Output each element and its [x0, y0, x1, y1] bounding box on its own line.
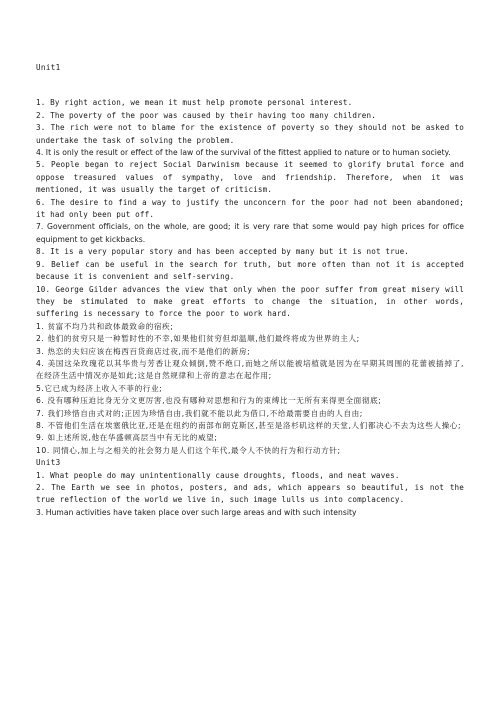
unit1-chinese-sentence-3: 3. 热恋的夫妇应该在梅西百货商店过夜,而不是他们的新房;	[36, 346, 251, 356]
unit1-english-sentence-2: 2. The poverty of the poor was caused by their having too many children.	[36, 110, 376, 120]
unit1-english-sentence-7: 7. Government officials, on the whole, are good; it is very rare that some would pay high prices for office equipment to get kickbacks.	[36, 222, 464, 244]
unit1-english-list	[36, 97, 464, 320]
unit1-chinese-sentence-5: 5.它已成为经济上收入不菲的行业;	[36, 383, 163, 393]
unit1-chinese-sentence-9: 9. 如上述所说,他在华盛顿高层当中有无比的威望;	[36, 433, 218, 443]
unit1-english-sentence-4: 4. It is only the result or effect of the law of the survival of the fittest applied to nature or to human society.	[36, 148, 451, 158]
document-page	[36, 62, 464, 519]
unit1-chinese-sentence-1: 1. 贫富不均乃共和政体最致命的宿疾;	[36, 321, 174, 331]
unit1-heading: Unit1	[36, 63, 61, 72]
unit1-english-sentence-10: 10. George Gilder advances the view that only when the poor suffer from great misery will they be stimulated to make great efforts to change the situation, in other words, suffering is necessary to force the poor to work hard.	[36, 284, 464, 319]
unit3-english-sentence-3: 3. Human activities have taken place over such large areas and with such intensity	[36, 507, 357, 517]
unit1-english-sentence-1: 1. By right action, we mean it must help promote personal interest.	[36, 98, 353, 108]
unit1-chinese-sentence-7: 7. 我们珍惜自由式对的;正因为珍惜自由,我们就不能以此为借口,不给最需要自由的人自由;	[36, 408, 363, 418]
unit3-english-list	[36, 470, 464, 520]
unit3-english-sentence-1: 1. What people do may unintentionally cause droughts, floods, and neat waves.	[36, 470, 400, 480]
unit1-chinese-sentence-10: 10. 同情心,加上与之相关的社会努力是人们这个年代,最令人不快的行为和行动方针;	[36, 445, 341, 455]
unit1-english-sentence-6: 6. The desire to find a way to justify the unconcern for the poor had not been abandoned; it had only been put off.	[36, 197, 464, 220]
unit1-english-sentence-3: 3. The rich were not to blame for the existence of poverty so they should not be asked to undertake the task of solving the problem.	[36, 123, 464, 145]
unit1-chinese-sentence-6: 6. 没有哪种压迫比身无分文更厉害,也没有哪种对思想和行为的束缚比一无所有来得更全面彻底;	[36, 396, 382, 406]
unit1-chinese-list	[36, 321, 464, 457]
unit1-english-sentence-9: 9. Belief can be useful in the search for truth, but more often than not it is accepted because it is convenient and self-serving.	[36, 259, 464, 282]
unit3-english-sentence-2: 2. The Earth we see in photos, posters, and ads, which appears so beautiful, is not the true reflection of the world we live in, such image lulls us into complacency.	[36, 483, 464, 505]
unit1-chinese-sentence-4: 4. 美国这朵玫瑰花以其华贵与芳香让观众倾倒,赞不绝口,而她之所以能被培植就是因为在早期其周围的花蕾被插掉了,在经济生活中情况亦是如此;这是自然规律和上帝的意志在起作用;	[36, 358, 464, 381]
unit3-heading: Unit3	[36, 458, 61, 468]
unit1-english-sentence-8: 8. It is a very popular story and has been accepted by many but it is not true.	[36, 247, 410, 257]
unit1-chinese-sentence-8: 8. 不管他们生活在埃塞俄比亚,还是在纽约的南部布朗克斯区,甚至是洛杉矶这样的天堂,人们都决心不去为这些人操心;	[36, 420, 462, 430]
unit1-english-sentence-5: 5. People began to reject Social Darwinism because it seemed to glorify brutal force and oppose treasured values of sympathy, love and friendship. Therefore, when it was mentioned, it was usually the target of criticism.	[36, 160, 464, 195]
unit1-chinese-sentence-2: 2. 他们的贫穷只是一种暂时性的不幸,如果他们贫穷但却温顺,他们最终将成为世界的主人;	[36, 334, 360, 344]
